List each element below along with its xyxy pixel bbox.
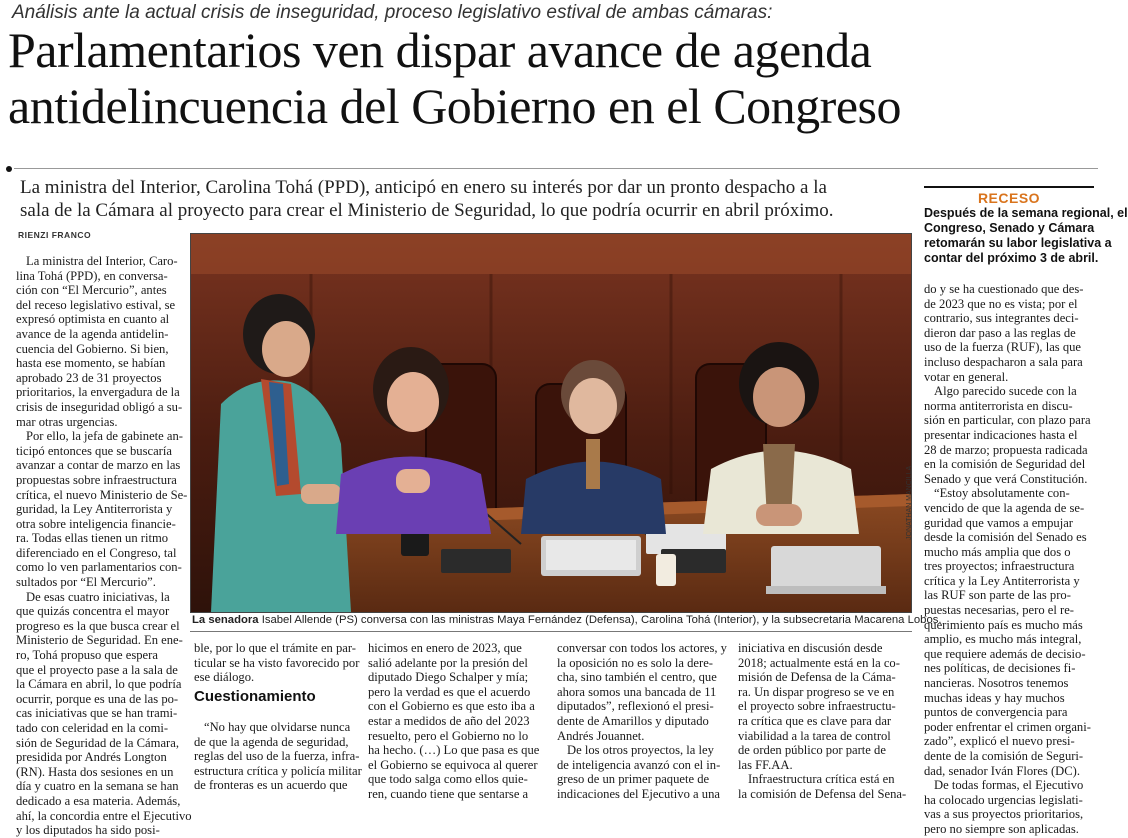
paragraph-line: muchas ideas y hay muchos (924, 690, 1065, 705)
paragraph-line: querimiento país es mucho más (924, 617, 1083, 632)
paragraph-line: La ministra del Interior, Caro- (26, 254, 178, 268)
article-column-6 (924, 282, 1094, 837)
section-subhead: Cuestionamiento (194, 688, 316, 705)
paragraph-line: cas iniciativas que se han trami- (16, 706, 178, 721)
paragraph-line: mar otras urgencias. (16, 414, 118, 429)
paragraph-line: misión de Defensa de la Cáma- (738, 670, 896, 685)
paragraph-line: como lo ven parlamentarios con- (16, 560, 182, 575)
paragraph-line: el proyecto sobre infraestructu- (738, 699, 896, 714)
paragraph-line: ticular se ha visto favorecido por (194, 655, 360, 670)
column-2-top (194, 641, 359, 685)
article-column-5 (738, 641, 910, 802)
paragraph-line: de que la agenda de seguridad, (194, 734, 349, 749)
paragraph-line: presentar indicaciones hasta el (924, 427, 1078, 442)
paragraph-line: de fronteras es un acuerdo que (194, 778, 348, 793)
paragraph-line: lina Tohá (PPD), en conversa- (16, 268, 168, 283)
paragraph-line: ble, por lo que el trámite en par- (194, 641, 357, 655)
article-kicker: Análisis ante la actual crisis de inseguridad, proceso legislativo estival de ambas cámaras: (12, 2, 773, 23)
paragraph-line: estructura crítica y policía militar (194, 763, 362, 778)
paragraph-line: crítica y la Ley Antiterrorista y (924, 573, 1080, 588)
paragraph-line: aprobado 23 de 31 proyectos (16, 370, 162, 385)
paragraph-line: contrario, sus integrantes deci- (924, 311, 1079, 326)
paragraph-line: uso de la fuerza (RUF), las que (924, 340, 1082, 355)
paragraph-line: cha, sino también el centro, que (557, 670, 717, 685)
caption-divider (190, 631, 912, 632)
paragraph-line: del receso legislativo estival, se (16, 297, 176, 312)
paragraph-line: sultados por “El Mercurio”. (16, 575, 156, 590)
article-headline (8, 22, 1098, 134)
paragraph-line: con el Gobierno es que esto iba a (368, 699, 535, 714)
paragraph-line: avance de la agenda antidelin- (16, 326, 169, 341)
paragraph-line: ren, cuando tiene que sentarse a (368, 786, 529, 801)
paragraph-line: votar en general. (924, 369, 1009, 384)
paragraph-line: greso de un primer paquete de (557, 772, 710, 787)
sidebar-text (924, 206, 1128, 266)
paragraph-line: ra. Todas ellas tienen un ritmo (16, 531, 169, 546)
paragraph-line: dedicado a esa materia. Además, (16, 793, 181, 808)
article-column-3 (368, 641, 546, 802)
paragraph-line: hasta ese momento, se habían (16, 356, 166, 371)
paragraph-line: Algo parecido sucede con la (934, 384, 1077, 399)
paragraph-line: avanzar a contar de marzo en las (16, 458, 181, 473)
paragraph-line: las RUF son parte de las pro- (924, 588, 1071, 603)
photo-credit: JONATHAN MANCILLA (906, 465, 913, 540)
sidebar-line: Congreso, Senado y Cámara (924, 221, 1095, 235)
paragraph-line: las FF.AA. (738, 757, 793, 772)
paragraph-line: diputado Diego Schalper y mía; (368, 670, 529, 685)
senate-photo-illustration (191, 234, 911, 612)
paragraph-line: la Cámara en abril, lo que podría (16, 677, 182, 692)
paragraph-line: Infraestructura crítica está en (748, 772, 895, 787)
paragraph-line: do y se ha cuestionado que des- (924, 282, 1084, 296)
article-photo (190, 233, 912, 613)
paragraph-line: en la comisión de Seguridad del (924, 457, 1086, 472)
paragraph-line: ha hecho. (…) Lo que pasa es que (368, 743, 540, 758)
lead-line-2: sala de la Cámara al proyecto para crear el Ministerio de Seguridad, lo que podría ocurrir en abril próximo. (20, 200, 834, 221)
lead-line-1: La ministra del Interior, Carolina Tohá (PPD), anticipó en enero su interés por dar un pronto despacho a la (20, 177, 827, 198)
paragraph-line: indicaciones del Ejecutivo a una (557, 786, 720, 801)
paragraph-line: 2018; actualmente está en la co- (738, 655, 900, 670)
paragraph-line: crisis de inseguridad obligó a su- (16, 399, 183, 414)
paragraph-line: que quizás concentra el mayor (16, 604, 170, 619)
paragraph-line: nancieras. Nosotros tenemos (924, 676, 1069, 691)
article-column-4 (557, 641, 729, 802)
paragraph-line: Ministerio de Seguridad. En ene- (16, 633, 183, 648)
paragraph-line: dente de Amarillos y diputado (557, 713, 709, 728)
paragraph-line: hicimos en enero de 2023, que (368, 641, 522, 655)
paragraph-line: ticipó entonces que se buscaría (16, 443, 172, 458)
paragraph-line: conversar con todos los actores, y (557, 641, 727, 655)
paragraph-line: De todas formas, el Ejecutivo (934, 778, 1084, 793)
paragraph-line: de orden público por parte de (738, 743, 886, 758)
paragraph-line: Senado y que verá Constitución. (924, 471, 1088, 486)
paragraph-line: ción con “El Mercurio”, antes (16, 283, 167, 298)
paragraph-line: día y cuatro en la semana se han (16, 779, 179, 794)
paragraph-line: que requiere además de decisio- (924, 646, 1086, 661)
paragraph-line: viabilidad a la tarea de control (738, 728, 891, 743)
byline: RIENZI FRANCO (18, 230, 92, 240)
paragraph-line: Andrés Jouannet. (557, 728, 645, 743)
receso-sidebar (924, 186, 1128, 266)
article-column-2-continued (194, 720, 362, 793)
paragraph-line: ro, Tohá propuso que espera (16, 648, 158, 663)
paragraph-line: que el proyecto pase a la sala de (16, 662, 178, 677)
paragraph-line: pero no siempre son aplicadas. (924, 821, 1079, 836)
paragraph-line: tado con celeridad en la comi- (16, 721, 169, 735)
paragraph-line: poder enfrentar el crimen organi- (924, 719, 1091, 734)
lead-bullet (6, 166, 12, 172)
paragraph-line: sión de Seguridad de la Cámara, (16, 735, 179, 750)
paragraph-line: la comisión de Defensa del Sena- (738, 786, 907, 801)
caption-text: Isabel Allende (PS) conversa con las ministras Maya Fernández (Defensa), Carolina Tohá (Interior), y la subsecretaria Macarena Lobos. (258, 614, 942, 626)
paragraph-line: dad, senador Iván Flores (DC). (924, 763, 1080, 778)
headline-line-2: antidelincuencia del Gobierno en el Congreso (8, 78, 901, 134)
paragraph-line: zado”, explicó el nuevo presi- (924, 734, 1075, 749)
paragraph-line: Por ello, la jefa de gabinete an- (26, 429, 184, 444)
paragraph-line: cuencia del Gobierno. Si bien, (16, 341, 169, 356)
paragraph-line: pero la verdad es que el acuerdo (368, 684, 531, 699)
paragraph-line: y los diputados ha sido posi- (16, 823, 160, 838)
paragraph-line: progreso es la que busca crear el (16, 618, 180, 633)
paragraph-line: amplio, es mucho más integral, (924, 632, 1082, 647)
sidebar-line: Después de la semana regional, el (924, 206, 1128, 220)
paragraph-line: de inteligencia avanzó con el in- (557, 757, 721, 772)
paragraph-line: salió adelante por la presión del (368, 655, 528, 670)
sidebar-line: contar del próximo 3 de abril. (924, 251, 1099, 265)
paragraph-line: guridad que vamos a empujar (924, 515, 1073, 530)
paragraph-line: tres proyectos; infraestructura (924, 559, 1075, 574)
photo-caption (192, 614, 942, 626)
paragraph-line: nes políticas, de decisiones fi- (924, 661, 1076, 676)
paragraph-line: diputados”, reflexionó el presi- (557, 699, 714, 714)
paragraph-line: mucho más amplia que dos o (924, 544, 1071, 559)
paragraph-line: (RN). Hasta dos sesiones en un (16, 764, 174, 779)
paragraph-line: vas a sus proyectos prioritarios, (924, 807, 1084, 822)
paragraph-line: “No hay que olvidarse nunca (204, 720, 351, 734)
article-column-1 (16, 254, 192, 838)
paragraph-line: resuelto, pero el Gobierno no lo (368, 728, 529, 743)
paragraph-line: ha colocado urgencias legislati- (924, 792, 1083, 807)
paragraph-line: presidida por Andrés Longton (16, 750, 167, 765)
paragraph-line: 28 de marzo; propuesta radicada (924, 442, 1088, 457)
sidebar-line: retomarán su labor legislativa a (924, 236, 1112, 250)
caption-lead: La senadora (192, 614, 259, 626)
paragraph-line: propuestas sobre infraestructura (16, 472, 177, 487)
paragraph-line: dieron dar paso a las reglas de (924, 325, 1076, 340)
paragraph-line: prioritarios, la envergadura de la (16, 385, 180, 400)
paragraph-line: el Gobierno se equivoca al querer (368, 757, 538, 772)
paragraph-line: dente de la comisión de Seguri- (924, 749, 1084, 763)
paragraph-line: vencido de que la agenda de se- (924, 500, 1085, 515)
article-column-2 (194, 641, 359, 685)
paragraph-line: crítica, el nuevo Ministerio de Se- (16, 487, 188, 502)
paragraph-line: ahí, la concordia entre el Ejecutivo (16, 808, 192, 823)
paragraph-line: ra crítica que es clave para dar (738, 713, 892, 728)
paragraph-line: De esas cuatro iniciativas, la (26, 589, 170, 604)
paragraph-line: estar a medidos de año del 2023 (368, 713, 530, 728)
paragraph-line: ese diálogo. (194, 670, 255, 685)
paragraph-line: guridad, la Ley Antiterrorista y (16, 502, 173, 517)
paragraph-line: incluso despacharon a sala para (924, 354, 1083, 369)
paragraph-line: diferenciado en el Congreso, tal (16, 545, 177, 560)
paragraph-line: puestas necesarias, pero el re- (924, 603, 1074, 618)
paragraph-line: norma antiterrorista en discu- (924, 398, 1073, 413)
paragraph-line: puntos de convergencia para (924, 705, 1068, 720)
paragraph-line: De los otros proyectos, la ley (567, 743, 714, 758)
paragraph-line: expresó optimista en cuanto al (16, 312, 170, 327)
sidebar-divider (924, 186, 1094, 188)
lead-divider (14, 168, 1098, 169)
headline-line-1: Parlamentarios ven dispar avance de agenda (8, 22, 872, 78)
paragraph-line: ocurrir, porque es una de las po- (16, 691, 179, 706)
sidebar-title: RECESO (977, 190, 1041, 206)
article-lead (20, 176, 900, 222)
paragraph-line: que todo salga como ellos quie- (368, 772, 528, 787)
paragraph-line: ra. Un dispar progreso se ve en (738, 684, 895, 699)
paragraph-line: la oposición no es solo la dere- (557, 655, 713, 670)
paragraph-line: reglas del uso de la fuerza, infra- (194, 749, 360, 764)
paragraph-line: ahora somos una bancada de 11 (557, 684, 717, 699)
paragraph-line: de 2023 que no es vista; por el (924, 296, 1078, 311)
paragraph-line: sión en particular, con plazo para (924, 413, 1091, 428)
paragraph-line: iniciativa en discusión desde (738, 641, 883, 655)
paragraph-line: “Estoy absolutamente con- (934, 486, 1070, 501)
paragraph-line: desde la comisión del Senado es (924, 530, 1087, 545)
paragraph-line: otra sobre inteligencia financie- (16, 516, 176, 531)
